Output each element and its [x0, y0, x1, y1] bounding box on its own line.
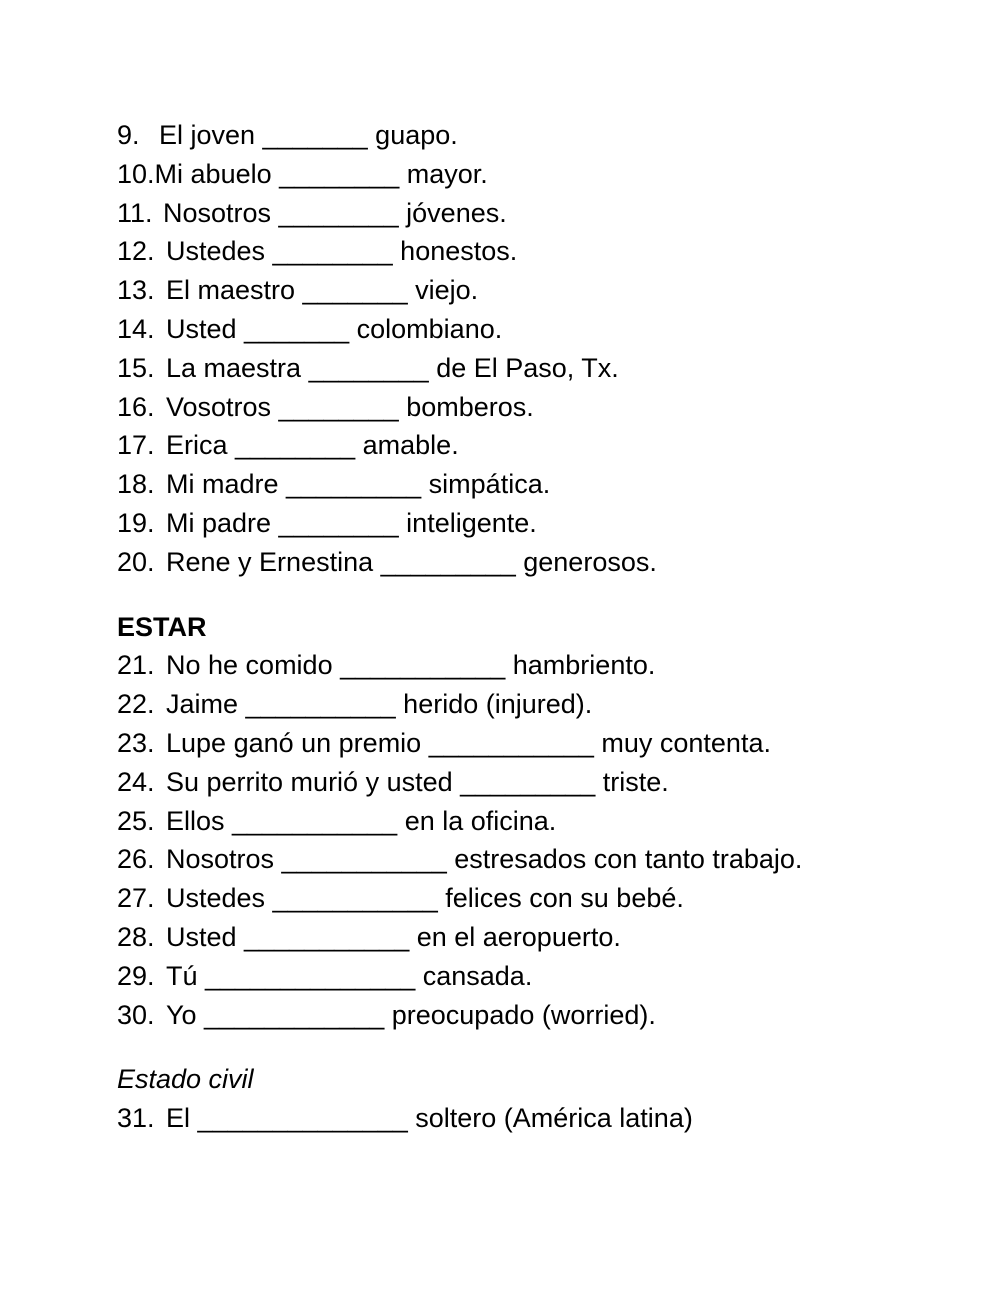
exercise-item [117, 996, 977, 1035]
item-text: Su perrito murió y usted _________ triste. [166, 766, 669, 797]
estado-civil-exercise-list [117, 1099, 977, 1138]
item-number: 21. [117, 650, 155, 681]
exercise-item [117, 685, 977, 724]
estar-exercise-list [117, 646, 977, 1034]
exercise-item [117, 349, 977, 388]
item-number: 22. [117, 689, 155, 720]
exercise-item [117, 426, 977, 465]
exercise-item [117, 310, 977, 349]
exercise-item [117, 840, 977, 879]
item-number: 17. [117, 430, 155, 461]
section-spacer [117, 582, 977, 608]
section-spacer [117, 1034, 977, 1060]
exercise-item [117, 504, 977, 543]
estar-heading: ESTAR [117, 611, 207, 642]
item-number: 20. [117, 546, 155, 577]
exercise-item [117, 802, 977, 841]
item-number: 16. [117, 391, 155, 422]
exercise-item [117, 543, 977, 582]
item-number: 23. [117, 727, 155, 758]
item-text: El ______________ soltero (América latina) [166, 1103, 693, 1134]
item-text: Mi madre _________ simpática. [166, 469, 551, 500]
item-text: Rene y Ernestina _________ generosos. [166, 546, 657, 577]
exercise-item [117, 763, 977, 802]
exercise-item [117, 271, 977, 310]
exercise-item [117, 232, 977, 271]
item-number: 29. [117, 960, 155, 991]
item-number: 25. [117, 805, 155, 836]
item-number: 10. [117, 158, 155, 189]
item-text: Ellos ___________ en la oficina. [166, 805, 557, 836]
item-number: 18. [117, 469, 155, 500]
item-number: 9. [117, 120, 140, 150]
exercise-item [117, 116, 977, 155]
item-number: 27. [117, 883, 155, 914]
item-number: 24. [117, 766, 155, 797]
item-text: Usted _______ colombiano. [166, 313, 503, 344]
item-number: 26. [117, 844, 155, 875]
estado-civil-heading: Estado civil [117, 1064, 254, 1095]
item-number: 11. [117, 197, 153, 228]
item-number: 14. [117, 313, 155, 344]
item-number: 30. [117, 999, 155, 1030]
item-text: Mi abuelo ________ mayor. [154, 158, 488, 189]
item-number: 28. [117, 921, 155, 952]
item-text: Mi padre ________ inteligente. [166, 507, 537, 538]
item-text: La maestra ________ de El Paso, Tx. [166, 352, 619, 383]
item-text: Nosotros ___________ estresados con tanto trabajo. [166, 844, 803, 875]
item-number: 31. [117, 1103, 155, 1134]
worksheet-page [117, 116, 977, 1138]
item-number: 15. [117, 352, 155, 383]
item-number: 13. [117, 275, 155, 306]
item-text: Nosotros ________ jóvenes. [163, 197, 507, 228]
item-text: Jaime __________ herido (injured). [166, 689, 593, 720]
exercise-item [117, 879, 977, 918]
item-text: No he comido ___________ hambriento. [166, 650, 656, 681]
exercise-item [117, 724, 977, 763]
exercise-item [117, 194, 977, 233]
exercise-item [117, 1099, 977, 1138]
item-text: Tú ______________ cansada. [166, 960, 533, 991]
item-text: Vosotros ________ bomberos. [166, 391, 534, 422]
ser-exercise-list [117, 116, 977, 582]
item-text: Lupe ganó un premio ___________ muy contenta. [166, 727, 771, 758]
item-text: Usted ___________ en el aeropuerto. [166, 921, 621, 952]
item-text: Ustedes ________ honestos. [166, 236, 518, 267]
item-text: El maestro _______ viejo. [166, 275, 479, 306]
item-text: Ustedes ___________ felices con su bebé. [166, 883, 684, 914]
item-number: 12. [117, 236, 155, 267]
item-text: El joven _______ guapo. [159, 120, 458, 150]
item-text: Erica ________ amable. [166, 430, 459, 461]
exercise-item [117, 465, 977, 504]
exercise-item [117, 957, 977, 996]
item-number: 19. [117, 507, 155, 538]
exercise-item [117, 646, 977, 685]
exercise-item [117, 388, 977, 427]
exercise-item [117, 155, 977, 194]
exercise-item [117, 918, 977, 957]
item-text: Yo ____________ preocupado (worried). [166, 999, 656, 1030]
